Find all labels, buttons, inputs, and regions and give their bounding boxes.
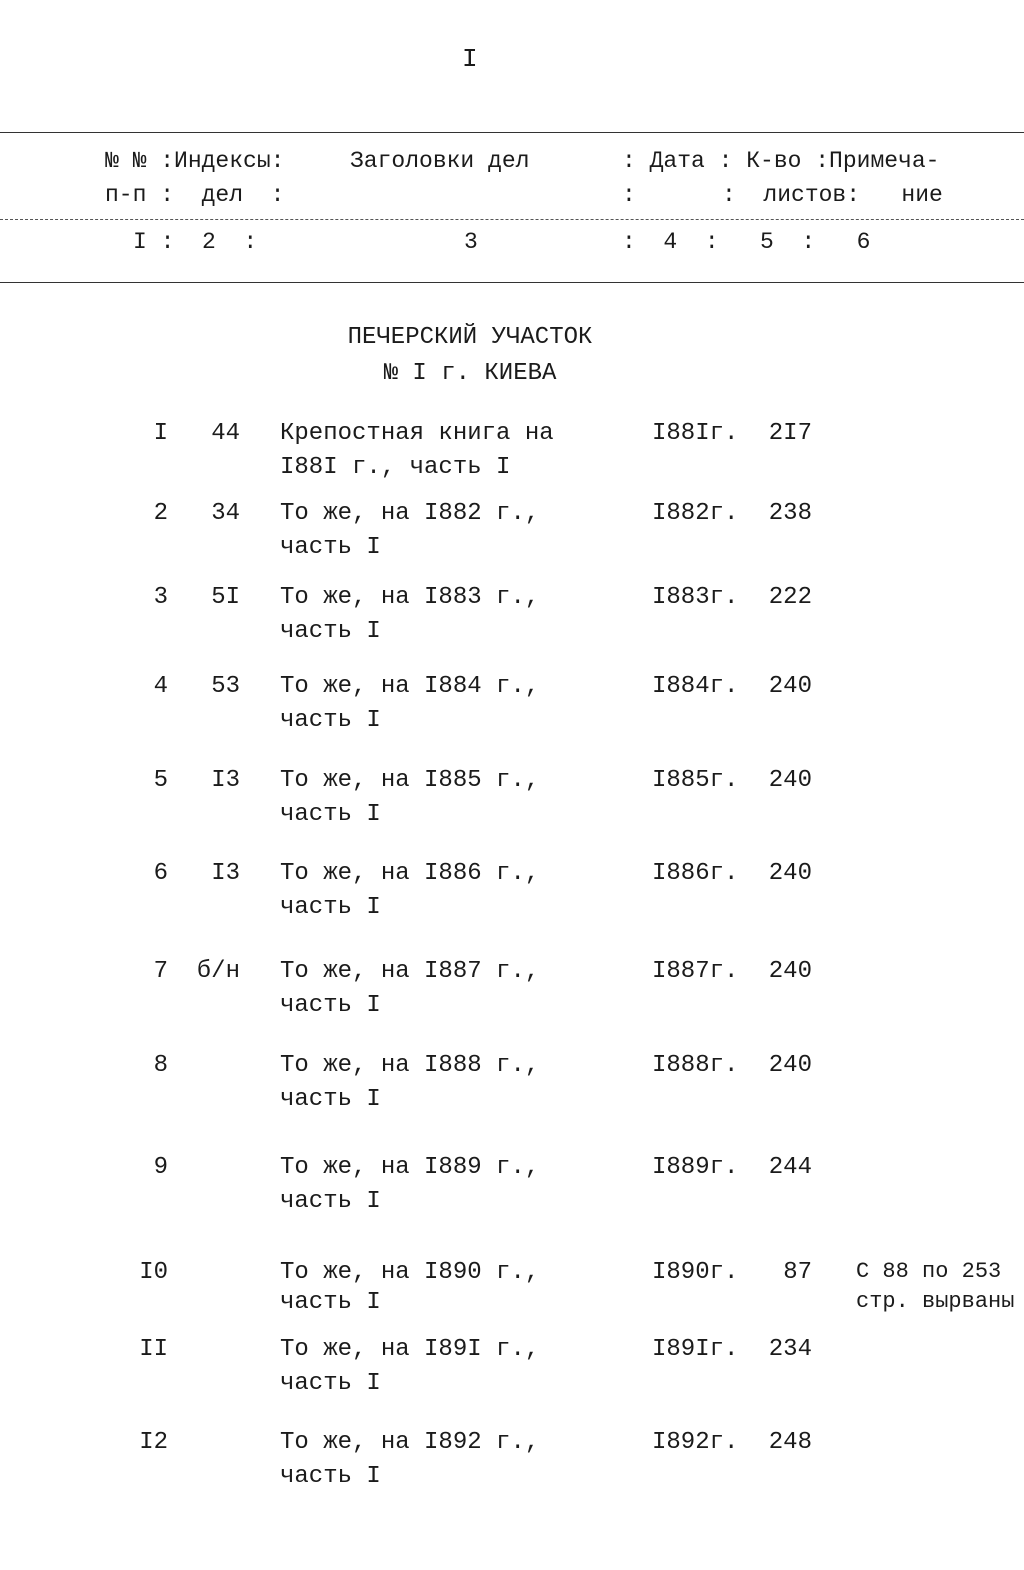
header-title-label: Заголовки дел [350, 148, 530, 174]
row-sheet-count: 240 [768, 673, 812, 700]
row-sheet-count: 240 [768, 767, 812, 794]
table-row [0, 1259, 1024, 1339]
row-number: 4 [153, 673, 168, 700]
row-title-line1: То же, на I890 г., [280, 1259, 540, 1286]
row-date: I885г. [652, 767, 739, 794]
row-number: 9 [153, 1154, 168, 1181]
table-row [0, 767, 1024, 847]
col-number-title: 3 [464, 229, 478, 255]
row-title-line2: часть I [280, 618, 381, 645]
row-date: I884г. [652, 673, 739, 700]
table-row [0, 1336, 1024, 1416]
row-title-line1: То же, на I882 г., [280, 500, 540, 527]
row-title-line1: То же, на I885 г., [280, 767, 540, 794]
row-number: 8 [153, 1052, 168, 1079]
row-number: I [153, 420, 168, 447]
table-row [0, 584, 1024, 664]
row-title-line1: Крепостная книга на [280, 420, 554, 447]
row-number: 7 [153, 958, 168, 985]
row-title-line2: часть I [280, 1289, 381, 1316]
row-title-line1: То же, на I886 г., [280, 860, 540, 887]
table-row [0, 860, 1024, 940]
row-sheet-count: 222 [768, 584, 812, 611]
row-date: I883г. [652, 584, 739, 611]
row-date: I890г. [652, 1259, 739, 1286]
row-number: 6 [153, 860, 168, 887]
section-subtitle: № I г. КИЕВА [383, 360, 557, 387]
row-index: I3 [211, 860, 240, 887]
row-date: I887г. [652, 958, 739, 985]
row-note-line2: стр. вырваны [856, 1289, 1015, 1314]
header-date-count-note-label: : Дата : К-во :Примеча- [622, 148, 940, 174]
row-number: I0 [139, 1259, 168, 1286]
row-sheet-count: 240 [768, 1052, 812, 1079]
row-number: 5 [153, 767, 168, 794]
row-sheet-count: 244 [768, 1154, 812, 1181]
table-row [0, 673, 1024, 753]
row-index: 5I [211, 584, 240, 611]
row-sheet-count: 238 [768, 500, 812, 527]
row-title-line1: То же, на I892 г., [280, 1429, 540, 1456]
row-index: 44 [211, 420, 240, 447]
table-row [0, 1052, 1024, 1132]
row-title-line2: часть I [280, 801, 381, 828]
row-title-line2: часть I [280, 707, 381, 734]
row-number: 3 [153, 584, 168, 611]
row-index: I3 [211, 767, 240, 794]
row-sheet-count: 2I7 [768, 420, 812, 447]
header-mid-rule [0, 219, 1024, 220]
table-row [0, 1154, 1024, 1234]
col-numbers-left: I : 2 : [133, 229, 258, 255]
header-num-index-label-2: п-п : дел : [105, 182, 285, 208]
header-bottom-rule [0, 282, 1024, 283]
row-date: I89Iг. [652, 1336, 739, 1363]
header-top-rule [0, 132, 1024, 133]
row-sheet-count: 234 [768, 1336, 812, 1363]
row-title-line1: То же, на I89I г., [280, 1336, 540, 1363]
row-date: I888г. [652, 1052, 739, 1079]
row-sheet-count: 240 [768, 958, 812, 985]
header-count-note-label-2: : листов: ние [722, 182, 943, 208]
row-sheet-count: 248 [768, 1429, 812, 1456]
row-sheet-count: 240 [768, 860, 812, 887]
section-title: ПЕЧЕРСКИЙ УЧАСТОК [347, 324, 593, 351]
row-date: I882г. [652, 500, 739, 527]
table-row [0, 1429, 1024, 1509]
header-num-index-label: № № :Индексы: [105, 148, 285, 174]
row-title-line2: часть I [280, 1463, 381, 1490]
row-number: II [139, 1336, 168, 1363]
row-title-line1: То же, на I888 г., [280, 1052, 540, 1079]
row-title-line1: То же, на I884 г., [280, 673, 540, 700]
row-title-line2: часть I [280, 992, 381, 1019]
row-index: 53 [211, 673, 240, 700]
row-number: I2 [139, 1429, 168, 1456]
header-title-sep-2: : [622, 182, 636, 208]
page-number: I [462, 44, 478, 74]
row-title-line2: часть I [280, 1188, 381, 1215]
row-title-line2: часть I [280, 1370, 381, 1397]
table-row [0, 500, 1024, 580]
table-row [0, 958, 1024, 1038]
row-date: I886г. [652, 860, 739, 887]
row-title-line2: часть I [280, 894, 381, 921]
row-title-line2: часть I [280, 1086, 381, 1113]
row-title-line1: То же, на I883 г., [280, 584, 540, 611]
row-note-line1: С 88 по 253 [856, 1259, 1002, 1284]
row-title-line2: часть I [280, 534, 381, 561]
row-title-line1: То же, на I887 г., [280, 958, 540, 985]
table-row [0, 420, 1024, 500]
row-date: I88Iг. [652, 420, 739, 447]
row-date: I892г. [652, 1429, 739, 1456]
row-index: б/н [196, 958, 240, 985]
row-title-line2: I88I г., часть I [280, 454, 511, 481]
col-numbers-right: : 4 : 5 : 6 [622, 229, 871, 255]
row-title-line1: То же, на I889 г., [280, 1154, 540, 1181]
row-sheet-count: 87 [783, 1259, 812, 1286]
row-number: 2 [153, 500, 168, 527]
row-date: I889г. [652, 1154, 739, 1181]
row-index: 34 [211, 500, 240, 527]
